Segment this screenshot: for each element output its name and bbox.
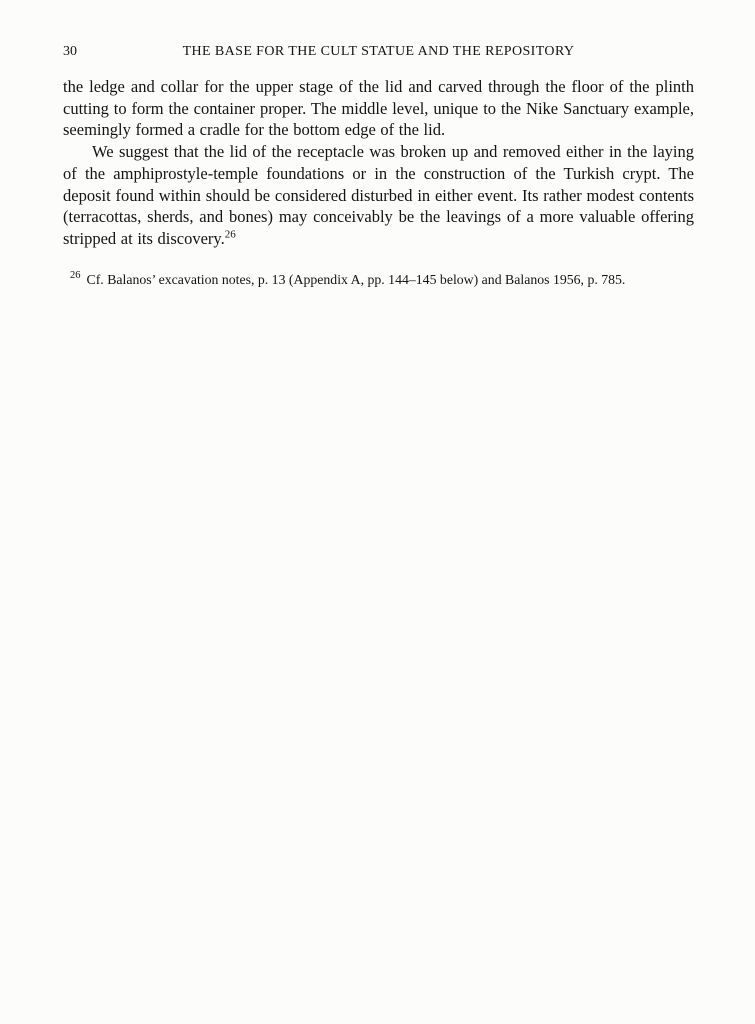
footnote-text: Cf. Balanos’ excavation notes, p. 13 (Appendix A, pp. 144–145 below) and Balanos 1956, p. 785. (86, 271, 626, 287)
footnote (63, 271, 694, 289)
footnote-marker: 26 (70, 270, 81, 282)
paragraph-text: We suggest that the lid of the receptacle was broken up and removed either in the laying of the amphiprostyle-temple foundations or in the construction of the Turkish crypt. The deposit found within should be considered disturbed in either event. Its rather modest contents (terracottas, sherds, and bones) may conceivably be the leavings of a more valuable offering stripped at its discovery. (63, 142, 694, 248)
running-header (63, 44, 694, 64)
page-number: 30 (63, 44, 77, 59)
footnote-reference: 26 (224, 228, 236, 241)
paragraph-text: the ledge and collar for the upper stage of the lid and carved through the floor of the plinth cutting to form the container proper. The middle level, unique to the Nike Sanctuary example, seemingly formed a cradle for the bottom edge of the lid. (63, 77, 694, 140)
running-header-title: THE BASE FOR THE CULT STATUE AND THE REPOSITORY (182, 44, 575, 59)
body-text (63, 76, 694, 250)
paragraph-continuation (63, 76, 694, 141)
paragraph (63, 141, 694, 250)
